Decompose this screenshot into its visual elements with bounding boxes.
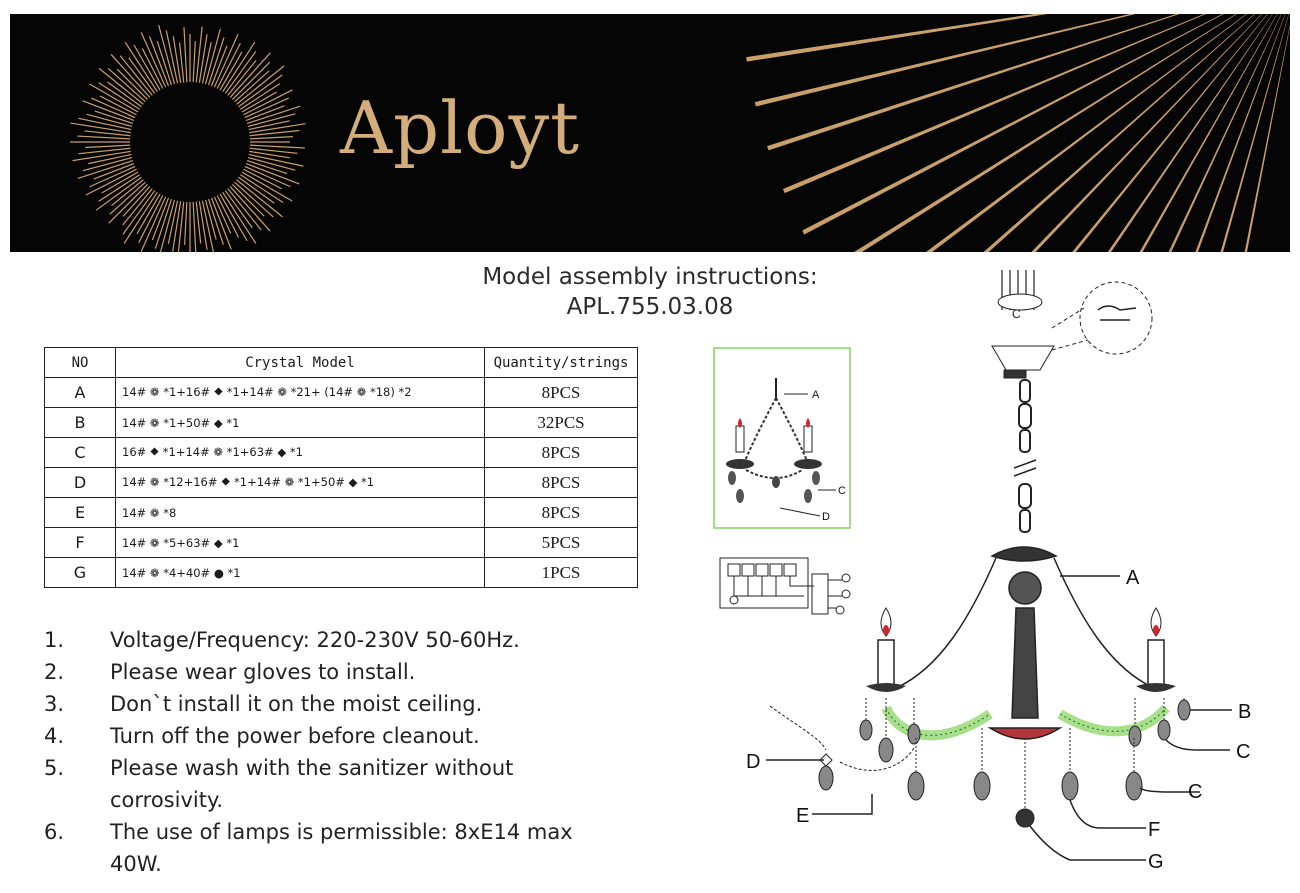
- row-model: 14# ❁ *1+16# ⯁ *1+14# ❁ *21+ (14# ❁ *18) *2: [116, 378, 485, 408]
- hanging-chain: [1014, 380, 1036, 532]
- list-number: 3.: [44, 692, 65, 716]
- header-crystal-model: Crystal Model: [116, 348, 485, 378]
- row-qty: 8PCS: [485, 468, 638, 498]
- row-qty: 32PCS: [485, 408, 638, 438]
- list-number: 4.: [44, 724, 65, 748]
- row-no: E: [45, 498, 116, 528]
- list-text: Voltage/Frequency: 220-230V 50-60Hz.: [110, 628, 520, 652]
- label-a: A: [1126, 567, 1140, 589]
- sunburst-graphics: [10, 14, 1290, 252]
- table-row: [45, 528, 638, 558]
- row-no: A: [45, 378, 116, 408]
- list-item: [44, 688, 630, 720]
- list-number: 2.: [44, 660, 65, 684]
- inset-label-c: C: [838, 485, 846, 497]
- table-row: [45, 378, 638, 408]
- wiring-diagram: [720, 558, 850, 614]
- instructions-list: [44, 624, 630, 880]
- list-text: Don`t install it on the moist ceiling.: [110, 692, 483, 716]
- candle-left: [866, 608, 906, 692]
- sun-core: [132, 84, 248, 200]
- inset-chandelier-figure: [714, 348, 850, 528]
- row-model: 14# ❁ *1+50# ◆ *1: [116, 408, 485, 438]
- table-row: [45, 438, 638, 468]
- title-line1: Model assembly instructions:: [482, 264, 818, 290]
- row-no: F: [45, 528, 116, 558]
- list-item: [44, 656, 630, 688]
- row-qty: 8PCS: [485, 378, 638, 408]
- row-no: C: [45, 438, 116, 468]
- row-qty: 8PCS: [485, 438, 638, 468]
- brand-banner: [10, 14, 1290, 252]
- row-model: 14# ❁ *4+40# ● *1: [116, 558, 485, 588]
- chandelier-diagram: [700, 258, 1290, 888]
- label-e: E: [796, 805, 810, 827]
- row-model: 16# ⯁ *1+14# ❁ *1+63# ◆ *1: [116, 438, 485, 468]
- ceiling-canopy: [992, 270, 1152, 378]
- row-model: 14# ❁ *8: [116, 498, 485, 528]
- brand-logo: Aployt: [340, 86, 581, 170]
- model-number: APL.755.03.08: [566, 294, 734, 320]
- table-row: [45, 408, 638, 438]
- inset-label-a: A: [812, 389, 820, 401]
- label-f: F: [1148, 819, 1161, 841]
- table-row: [45, 558, 638, 588]
- list-number: 5.: [44, 756, 65, 780]
- inset-label-d: D: [822, 511, 830, 523]
- label-g: G: [1148, 851, 1164, 873]
- row-model: 14# ❁ *5+63# ◆ *1: [116, 528, 485, 558]
- label-b: B: [1238, 701, 1252, 723]
- label-c-lower: C: [1188, 781, 1203, 803]
- header-no: NO: [45, 348, 116, 378]
- row-no: D: [45, 468, 116, 498]
- list-text: The use of lamps is permissible: 8xE14 max 40W.: [110, 820, 573, 876]
- list-number: 6.: [44, 820, 65, 844]
- row-qty: 1PCS: [485, 558, 638, 588]
- row-qty: 5PCS: [485, 528, 638, 558]
- row-no: G: [45, 558, 116, 588]
- row-model: 14# ❁ *12+16# ⯁ *1+14# ❁ *1+50# ◆ *1: [116, 468, 485, 498]
- list-text: Please wear gloves to install.: [110, 660, 416, 684]
- table-row: [45, 468, 638, 498]
- list-item: [44, 816, 610, 880]
- list-text: Please wash with the sanitizer without corrosivity.: [110, 756, 514, 812]
- list-item: [44, 624, 630, 656]
- table-row: [45, 498, 638, 528]
- list-number: 1.: [44, 628, 65, 652]
- label-c-upper: C: [1236, 741, 1251, 763]
- label-d: D: [746, 751, 761, 773]
- light-rays-decoration: [746, 14, 1290, 252]
- list-text: Turn off the power before cleanout.: [110, 724, 480, 748]
- list-item: [44, 752, 620, 816]
- table-header-row: [45, 348, 638, 378]
- list-item: [44, 720, 630, 752]
- row-no: B: [45, 408, 116, 438]
- candle-right: [1136, 608, 1176, 692]
- row-qty: 8PCS: [485, 498, 638, 528]
- svg-text:C: C: [1012, 307, 1021, 321]
- header-quantity: Quantity/strings: [485, 348, 638, 378]
- crystal-table: [44, 347, 638, 588]
